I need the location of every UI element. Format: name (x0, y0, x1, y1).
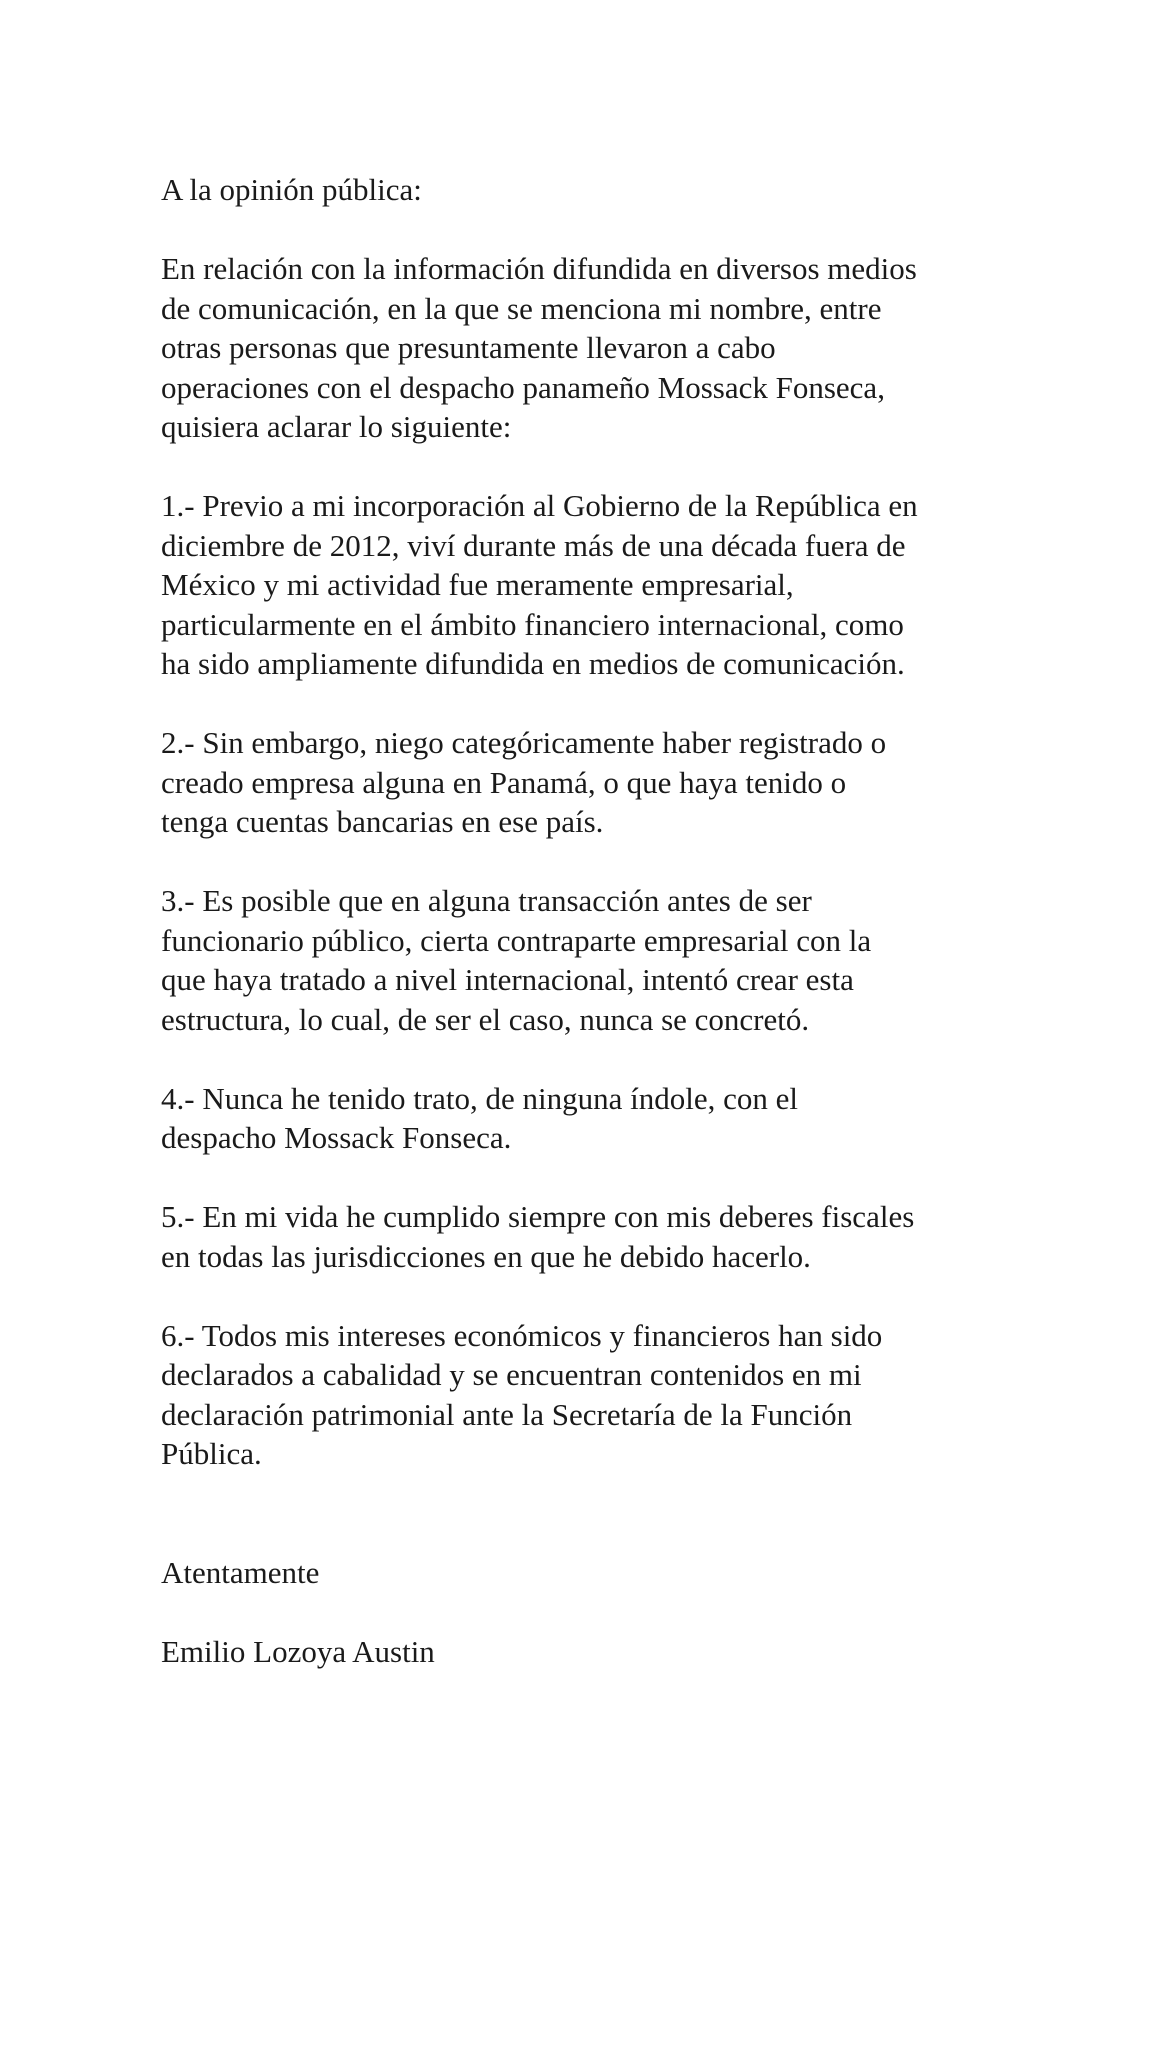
closing: Atentamente (161, 1554, 320, 1590)
point-4: 4.- Nunca he tenido trato, de ninguna índole, con el despacho Mossack Fonseca. (161, 1080, 799, 1155)
signature-name: Emilio Lozoya Austin (161, 1633, 435, 1669)
point-5: 5.- En mi vida he cumplido siempre con mis deberes fiscales en todas las jurisdicciones en que he debido hacerlo. (161, 1199, 915, 1274)
letter-body (161, 170, 1061, 1711)
point-3: 3.- Es posible que en alguna transacción antes de ser funcionario público, cierta contraparte empresarial con la que haya tratado a nivel internacional, intentó crear esta estructura, lo cual, de ser el caso, nunca se concretó. (161, 883, 872, 1037)
point-6: 6.- Todos mis intereses económicos y financieros han sido declarados a cabalidad y se encuentran contenidos en mi declaración patrimonial ante la Secretaría de la Función Pública. (161, 1317, 883, 1471)
point-2: 2.- Sin embargo, niego categóricamente haber registrado o creado empresa alguna en Panamá, o que haya tenido o tenga cuentas bancarias en ese país. (161, 725, 887, 839)
salutation: A la opinión pública: (161, 172, 422, 207)
point-1: 1.- Previo a mi incorporación al Gobierno de la República en diciembre de 2012, viví durante más de una década fuera de México y mi actividad fue meramente empresarial, particularmente en el ámbito financiero internacional, como ha sido ampliamente difundida en medios de comunicación. (161, 488, 918, 681)
intro-paragraph: En relación con la información difundida en diversos medios de comunicación, en la que se menciona mi nombre, entre otras personas que presuntamente llevaron a cabo operaciones con el despacho panameño Mossack Fonseca, quisiera aclarar lo siguiente: (161, 251, 917, 444)
